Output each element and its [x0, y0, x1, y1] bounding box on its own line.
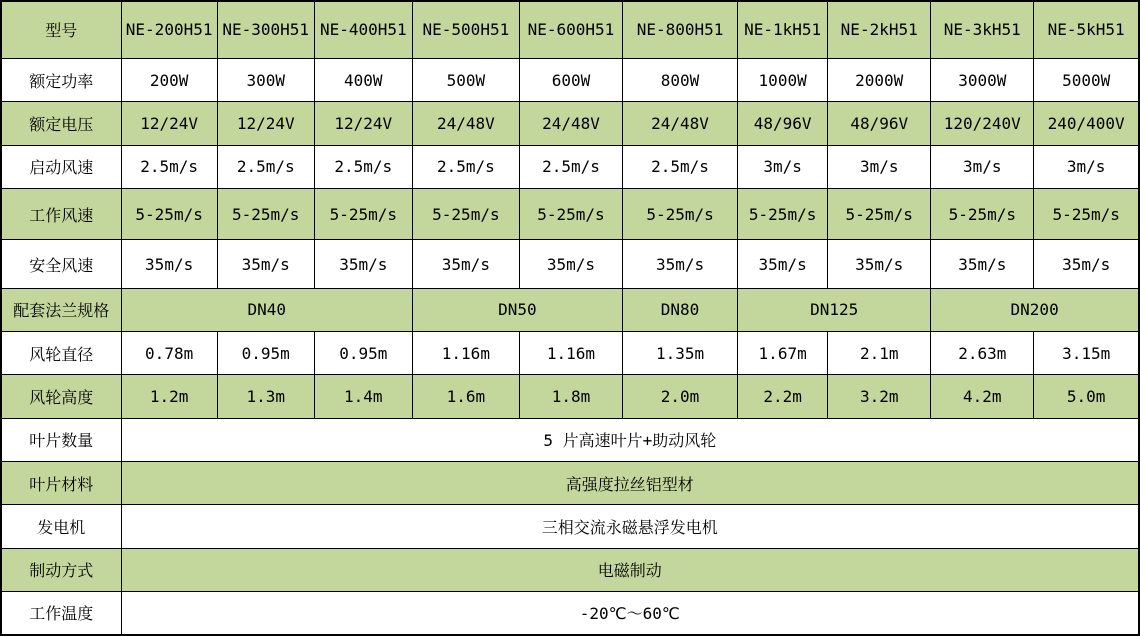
cell-rotor-height: 3.2m — [828, 375, 931, 418]
cell-startup-wind: 3m/s — [931, 145, 1034, 188]
row-label: 工作温度 — [1, 591, 121, 635]
cell-rated-voltage: 48/96V — [828, 102, 931, 145]
cell-rated-voltage: 48/96V — [738, 102, 828, 145]
cell-rated-power: 600W — [519, 58, 622, 101]
cell-safety-wind: 35m/s — [931, 240, 1034, 288]
row-label: 发电机 — [1, 505, 121, 548]
cell-rotor-height: 1.8m — [519, 375, 622, 418]
row-label: 配套法兰规格 — [1, 288, 121, 331]
row-label: 额定功率 — [1, 58, 121, 101]
cell-rotor-height: 1.3m — [217, 375, 314, 418]
cell-safety-wind: 35m/s — [828, 240, 931, 288]
cell-rated-voltage: 24/48V — [519, 102, 622, 145]
cell-rated-power: 200W — [121, 58, 217, 101]
cell-rated-power: 2000W — [828, 58, 931, 101]
cell-startup-wind: 2.5m/s — [519, 145, 622, 188]
cell-startup-wind: 2.5m/s — [412, 145, 519, 188]
cell-safety-wind: 35m/s — [738, 240, 828, 288]
cell-rated-power: 1000W — [738, 58, 828, 101]
cell-rated-power: 800W — [623, 58, 738, 101]
cell-flange-spec: DN200 — [931, 288, 1139, 331]
cell-model: NE-2kH51 — [828, 1, 931, 58]
row-label: 风轮高度 — [1, 375, 121, 418]
cell-braking-mode: 电磁制动 — [121, 548, 1139, 591]
row-label: 叶片材料 — [1, 462, 121, 505]
cell-rotor-diameter: 3.15m — [1034, 332, 1139, 375]
cell-startup-wind: 3m/s — [1034, 145, 1139, 188]
cell-rotor-height: 1.2m — [121, 375, 217, 418]
row-label: 工作风速 — [1, 188, 121, 239]
row-generator — [1, 505, 1139, 548]
cell-rotor-height: 5.0m — [1034, 375, 1139, 418]
cell-model: NE-600H51 — [519, 1, 622, 58]
cell-working-wind: 5-25m/s — [623, 188, 738, 239]
cell-rated-voltage: 240/400V — [1034, 102, 1139, 145]
cell-rated-voltage: 24/48V — [412, 102, 519, 145]
cell-rated-voltage: 12/24V — [217, 102, 314, 145]
cell-safety-wind: 35m/s — [412, 240, 519, 288]
row-rotor-height — [1, 375, 1139, 418]
row-label: 额定电压 — [1, 102, 121, 145]
cell-working-wind: 5-25m/s — [828, 188, 931, 239]
cell-rated-power: 5000W — [1034, 58, 1139, 101]
cell-rated-voltage: 12/24V — [314, 102, 412, 145]
row-rotor-diameter — [1, 332, 1139, 375]
cell-startup-wind: 2.5m/s — [121, 145, 217, 188]
cell-rotor-diameter: 1.16m — [519, 332, 622, 375]
row-working-temp — [1, 591, 1139, 635]
cell-rated-power: 300W — [217, 58, 314, 101]
cell-working-wind: 5-25m/s — [121, 188, 217, 239]
cell-working-temp: -20℃～60℃ — [121, 591, 1139, 635]
cell-safety-wind: 35m/s — [1034, 240, 1139, 288]
cell-rated-voltage: 12/24V — [121, 102, 217, 145]
row-label: 安全风速 — [1, 240, 121, 288]
row-braking-mode — [1, 548, 1139, 591]
row-blade-material — [1, 462, 1139, 505]
cell-rated-voltage: 24/48V — [623, 102, 738, 145]
cell-flange-spec: DN50 — [412, 288, 622, 331]
cell-rotor-diameter: 1.16m — [412, 332, 519, 375]
cell-blade-material: 高强度拉丝铝型材 — [121, 462, 1139, 505]
cell-rotor-diameter: 1.35m — [623, 332, 738, 375]
cell-startup-wind: 3m/s — [738, 145, 828, 188]
cell-model: NE-300H51 — [217, 1, 314, 58]
cell-flange-spec: DN80 — [623, 288, 738, 331]
cell-model: NE-3kH51 — [931, 1, 1034, 58]
cell-model: NE-400H51 — [314, 1, 412, 58]
cell-safety-wind: 35m/s — [623, 240, 738, 288]
cell-startup-wind: 3m/s — [828, 145, 931, 188]
cell-safety-wind: 35m/s — [314, 240, 412, 288]
row-rated-power — [1, 58, 1139, 101]
cell-rotor-height: 1.6m — [412, 375, 519, 418]
cell-working-wind: 5-25m/s — [314, 188, 412, 239]
row-safety-wind — [1, 240, 1139, 288]
cell-rotor-diameter: 0.95m — [217, 332, 314, 375]
cell-rotor-height: 2.0m — [623, 375, 738, 418]
cell-flange-spec: DN40 — [121, 288, 412, 331]
row-label: 叶片数量 — [1, 418, 121, 461]
cell-rotor-height: 1.4m — [314, 375, 412, 418]
cell-startup-wind: 2.5m/s — [217, 145, 314, 188]
row-model — [1, 1, 1139, 58]
cell-rotor-height: 4.2m — [931, 375, 1034, 418]
cell-startup-wind: 2.5m/s — [623, 145, 738, 188]
cell-safety-wind: 35m/s — [519, 240, 622, 288]
cell-rotor-diameter: 2.63m — [931, 332, 1034, 375]
cell-rated-power: 400W — [314, 58, 412, 101]
cell-rotor-diameter: 0.78m — [121, 332, 217, 375]
cell-working-wind: 5-25m/s — [1034, 188, 1139, 239]
cell-rated-power: 500W — [412, 58, 519, 101]
cell-safety-wind: 35m/s — [121, 240, 217, 288]
cell-model: NE-500H51 — [412, 1, 519, 58]
cell-rotor-diameter: 1.67m — [738, 332, 828, 375]
row-label: 型号 — [1, 1, 121, 58]
row-label: 制动方式 — [1, 548, 121, 591]
cell-working-wind: 5-25m/s — [217, 188, 314, 239]
cell-model: NE-1kH51 — [738, 1, 828, 58]
cell-rotor-height: 2.2m — [738, 375, 828, 418]
cell-model: NE-5kH51 — [1034, 1, 1139, 58]
row-rated-voltage — [1, 102, 1139, 145]
cell-blade-count: 5 片高速叶片+助动风轮 — [121, 418, 1139, 461]
row-working-wind — [1, 188, 1139, 239]
cell-generator: 三相交流永磁悬浮发电机 — [121, 505, 1139, 548]
row-startup-wind — [1, 145, 1139, 188]
cell-model: NE-800H51 — [623, 1, 738, 58]
row-label: 风轮直径 — [1, 332, 121, 375]
cell-rotor-diameter: 2.1m — [828, 332, 931, 375]
cell-rotor-diameter: 0.95m — [314, 332, 412, 375]
row-blade-count — [1, 418, 1139, 461]
row-flange-spec — [1, 288, 1139, 331]
cell-startup-wind: 2.5m/s — [314, 145, 412, 188]
cell-rated-voltage: 120/240V — [931, 102, 1034, 145]
cell-model: NE-200H51 — [121, 1, 217, 58]
cell-rated-power: 3000W — [931, 58, 1034, 101]
row-label: 启动风速 — [1, 145, 121, 188]
cell-working-wind: 5-25m/s — [519, 188, 622, 239]
cell-working-wind: 5-25m/s — [931, 188, 1034, 239]
cell-working-wind: 5-25m/s — [738, 188, 828, 239]
cell-flange-spec: DN125 — [738, 288, 931, 331]
cell-working-wind: 5-25m/s — [412, 188, 519, 239]
cell-safety-wind: 35m/s — [217, 240, 314, 288]
